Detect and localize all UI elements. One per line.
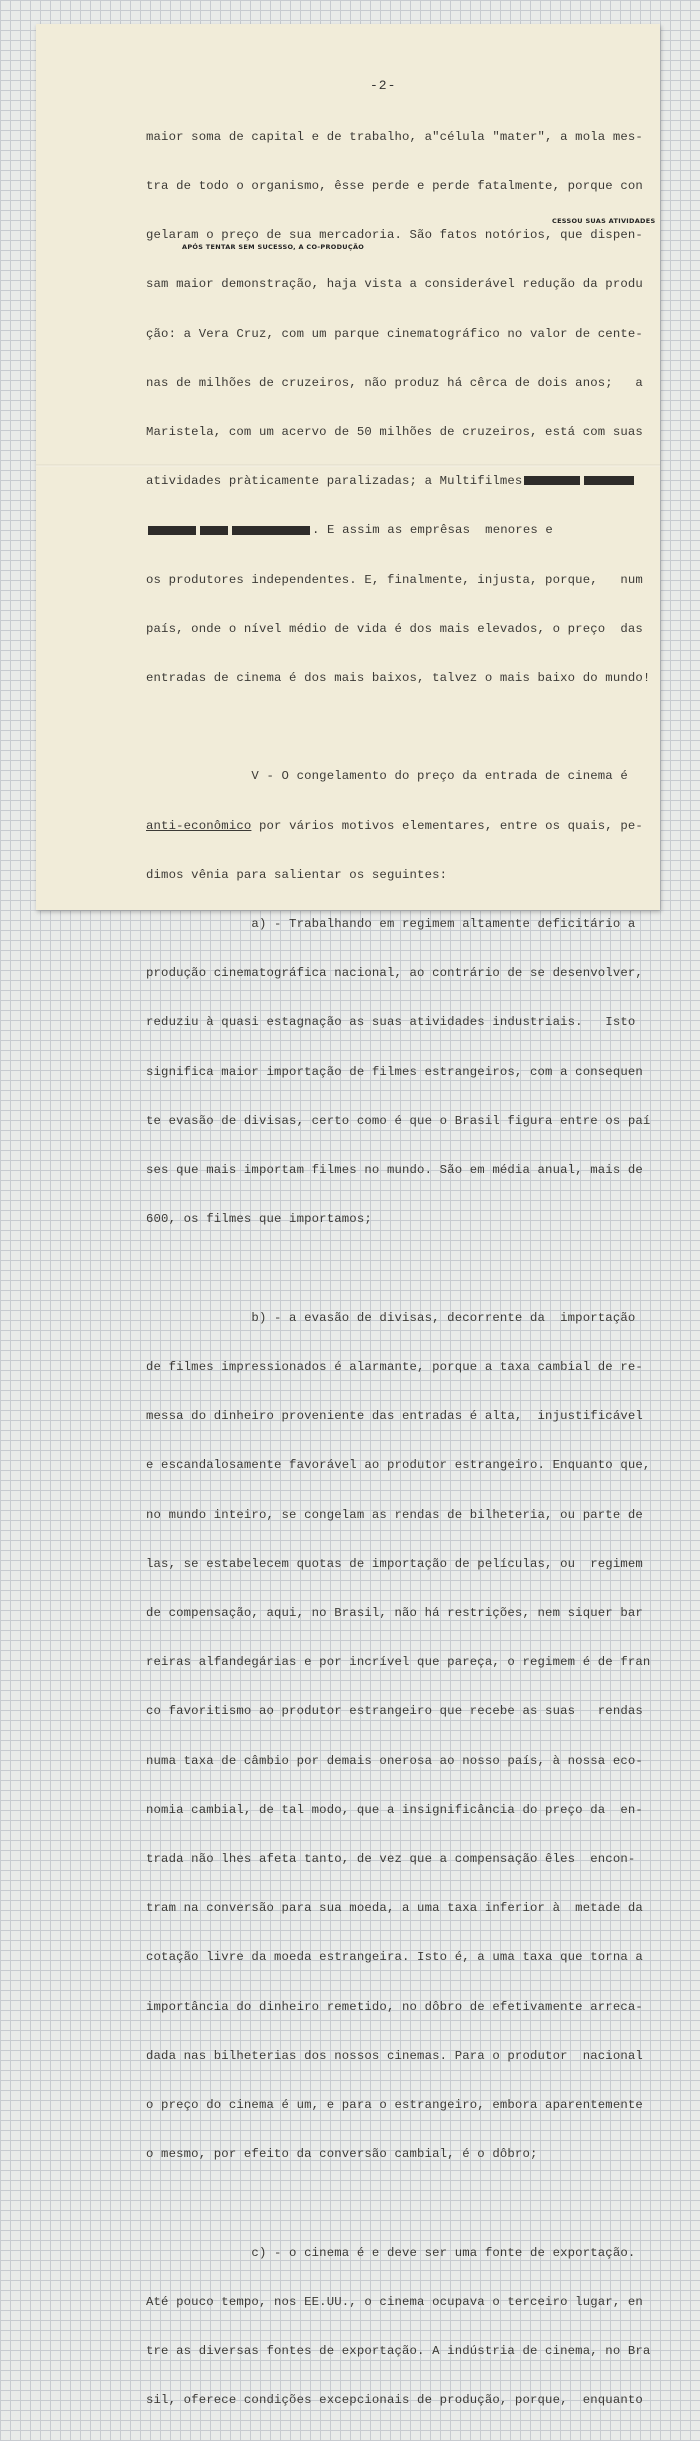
text-line: de compensação, aqui, no Brasil, não há restrições, nem siquer bar (146, 1605, 643, 1620)
text-line: las, se estabelecem quotas de importação de películas, ou regimem (146, 1556, 643, 1571)
text-line (146, 473, 666, 489)
redaction-bar (584, 476, 634, 485)
handwritten-note: APÓS TENTAR SEM SUCESSO, A CO-PRODUÇÃO (182, 243, 365, 251)
text-line: país, onde o nível médio de vida é dos mais elevados, o preço das (146, 621, 643, 636)
text-line: a) - Trabalhando em regimem altamente deficitário a (146, 917, 636, 932)
text-line: nas de milhões de cruzeiros, não produz há cêrca de dois anos; a (146, 375, 643, 390)
redaction-bar (148, 526, 196, 535)
handwritten-note: CESSOU SUAS ATIVIDADES (552, 217, 656, 225)
text-line: Até pouco tempo, nos EE.UU., o cinema ocupava o terceiro lugar, en (146, 2294, 643, 2309)
text-line: dimos vênia para salientar os seguintes: (146, 867, 448, 882)
text-line: numa taxa de câmbio por demais onerosa ao nosso país, à nossa eco- (146, 1753, 643, 1768)
typed-body-text (146, 96, 666, 2441)
text-line: b) - a evasão de divisas, decorrente da importação (146, 1310, 636, 1325)
document-page (36, 24, 660, 2408)
text-line: entradas de cinema é dos mais baixos, talvez o mais baixo do mundo! (146, 671, 651, 686)
text-line: no mundo inteiro, se congelam as rendas de bilheteria, ou parte de (146, 1507, 643, 1522)
page-number: -2- (370, 78, 397, 93)
text-line: reiras alfandegárias e por incrível que pareça, o regimem é de fran (146, 1655, 651, 1670)
text-line: c) - o cinema é e deve ser uma fonte de exportação. (146, 2245, 636, 2260)
text-line: tra de todo o organismo, êsse perde e perde fatalmente, porque con (146, 179, 643, 194)
text-line: o preço do cinema é um, e para o estrangeiro, embora aparentemente (146, 2097, 643, 2112)
text-line: tre as diversas fontes de exportação. A indústria de cinema, no Bra (146, 2343, 651, 2358)
text-fragment: por vários motivos elementares, entre os quais, pe- (251, 818, 643, 833)
text-line: dada nas bilheterias dos nossos cinemas. Para o produtor nacional (146, 2048, 643, 2063)
text-line: Maristela, com um acervo de 50 milhões de cruzeiros, está com suas (146, 425, 643, 440)
text-line: co favoritismo ao produtor estrangeiro que recebe as suas rendas (146, 1704, 643, 1719)
text-line: significa maior importação de filmes estrangeiros, com a consequen (146, 1064, 643, 1079)
text-line (146, 522, 666, 538)
text-line: sam maior demonstração, haja vista a considerável redução da produ (146, 277, 643, 292)
redaction-bar (232, 526, 310, 535)
text-fragment: atividades pràticamente paralizadas; a Multifilmes (146, 474, 523, 489)
text-line: e escandalosamente favorável ao produtor estrangeiro. Enquanto que, (146, 1458, 651, 1473)
text-line: os produtores independentes. E, finalmente, injusta, porque, num (146, 572, 643, 587)
text-line: messa do dinheiro proveniente das entradas é alta, injustificável (146, 1409, 643, 1424)
text-fragment: . E assim as emprêsas menores e (312, 523, 553, 538)
blank-line (146, 1260, 666, 1276)
text-line: 600, os filmes que importamos; (146, 1212, 372, 1227)
text-line: ção: a Vera Cruz, com um parque cinematográfico no valor de cente- (146, 326, 643, 341)
text-line: de filmes impressionados é alarmante, porque a taxa cambial de re- (146, 1359, 643, 1374)
text-line: tram na conversão para sua moeda, a uma taxa inferior à metade da (146, 1901, 643, 1916)
text-line: nomia cambial, de tal modo, que a insignificância do preço da en- (146, 1802, 643, 1817)
blank-line (146, 719, 666, 735)
text-line: ses que mais importam filmes no mundo. São em média anual, mais de (146, 1163, 643, 1178)
text-line: produção cinematográfica nacional, ao contrário de se desenvolver, (146, 966, 643, 981)
text-line: o mesmo, por efeito da conversão cambial, é o dôbro; (146, 2147, 538, 2162)
text-line (146, 818, 666, 834)
text-line: trada não lhes afeta tanto, de vez que a compensação êles encon- (146, 1851, 636, 1866)
underlined-phrase: anti-econômico (146, 818, 252, 833)
text-line: importância do dinheiro remetido, no dôbro de efetivamente arreca- (146, 1999, 643, 2014)
text-line: cotação livre da moeda estrangeira. Isto é, a uma taxa que torna a (146, 1950, 643, 1965)
text-line: sil, oferece condições excepcionais de produção, porque, enquanto (146, 2393, 643, 2408)
redaction-bar (200, 526, 228, 535)
redaction-bar (524, 476, 580, 485)
text-line: gelaram o preço de sua mercadoria. São fatos notórios, que dispen- (146, 228, 643, 243)
text-line: V - O congelamento do preço da entrada de cinema é (146, 769, 628, 784)
text-line: reduziu à quasi estagnação as suas atividades industriais. Isto (146, 1015, 636, 1030)
text-line: maior soma de capital e de trabalho, a"célula "mater", a mola mes- (146, 129, 643, 144)
text-line: te evasão de divisas, certo como é que o Brasil figura entre os paí (146, 1113, 651, 1128)
blank-line (146, 2195, 666, 2211)
